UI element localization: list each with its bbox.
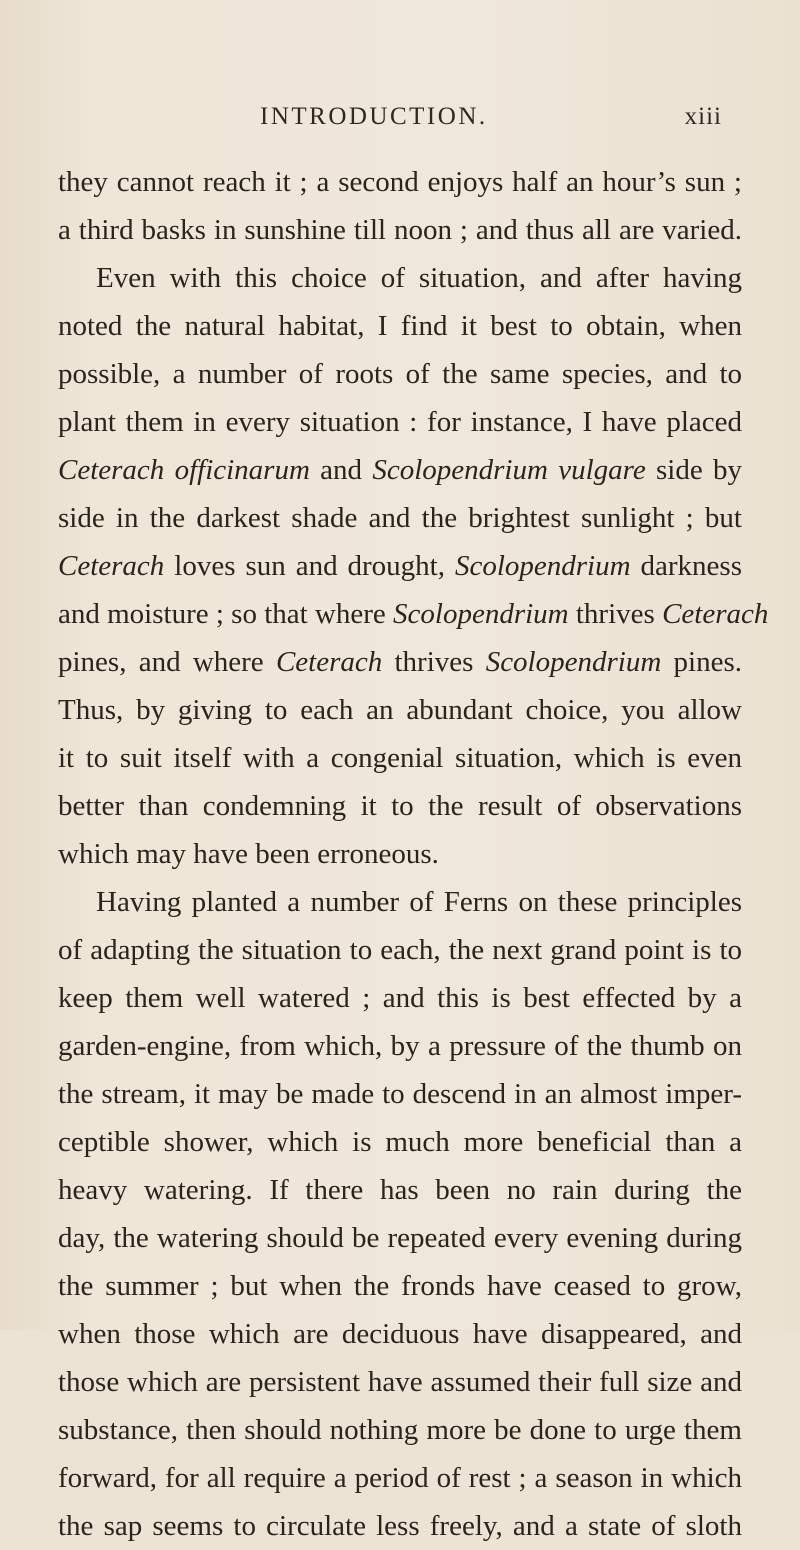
text-line: noted the natural habitat, I find it best to obtain, when (58, 310, 742, 342)
paragraph-start-line: Having planted a number of Ferns on these principles (96, 886, 742, 918)
species-name: Ceterach (58, 550, 165, 582)
text-line: those which are persistent have assumed their full size and (58, 1366, 742, 1398)
text-line: better than condemning it to the result of observations (58, 790, 742, 822)
text-line: substance, then should nothing more be done to urge them (58, 1414, 742, 1446)
text-line: possible, a number of roots of the same species, and to (58, 358, 742, 390)
text-line: side in the darkest shade and the brightest sunlight ; but (58, 502, 742, 534)
text-line: of adapting the situation to each, the next grand point is to (58, 934, 742, 966)
text-line (58, 542, 742, 590)
text-segment: pines, and where (58, 646, 276, 678)
species-name: Scolopendrium (485, 646, 662, 678)
species-name: Ceterach officinarum (58, 454, 310, 486)
species-name: Scolopendrium (393, 598, 569, 630)
text-segment: thrives (568, 598, 663, 630)
text-segment: side by (645, 454, 742, 486)
paragraph-start-line: Even with this choice of situation, and after having (96, 262, 742, 294)
text-line: forward, for all require a period of rest ; a season in which (58, 1462, 742, 1494)
running-head (0, 103, 800, 139)
text-line: heavy watering. If there has been no rain during the (58, 1174, 742, 1206)
text-line: day, the watering should be repeated every evening during (58, 1222, 742, 1254)
body-text (58, 158, 769, 1550)
species-name: Scolopendrium vulgare (372, 454, 646, 486)
text-segment: darkness (630, 550, 742, 582)
running-head-title: INTRODUCTION. (260, 103, 488, 130)
text-line (58, 590, 769, 638)
text-segment: pines. (661, 646, 742, 678)
text-line: the stream, it may be made to descend in an almost imper- (58, 1078, 742, 1110)
paragraph-end-line: which may have been erroneous. (58, 838, 439, 870)
text-line: the sap seems to circulate less freely, and a state of sloth (58, 1510, 742, 1542)
text-segment: and moisture ; so that where (58, 598, 394, 630)
text-line: it to suit itself with a congenial situation, which is even (58, 742, 742, 774)
text-line: they cannot reach it ; a second enjoys half an hour’s sun ; (58, 166, 742, 198)
text-line (58, 638, 742, 686)
species-name: Scolopendrium (454, 550, 631, 582)
text-line: when those which are deciduous have disappeared, and (58, 1318, 742, 1350)
text-segment: loves sun and drought, (164, 550, 455, 582)
text-line: ceptible shower, which is much more beneficial than a (58, 1126, 742, 1158)
text-line: the summer ; but when the fronds have ceased to grow, (58, 1270, 742, 1302)
text-line: Thus, by giving to each an abundant choice, you allow (58, 694, 742, 726)
text-line: keep them well watered ; and this is best effected by a (58, 982, 742, 1014)
text-segment: and (309, 454, 373, 486)
text-segment: thrives (382, 646, 486, 678)
text-line (58, 446, 742, 494)
text-line: garden-engine, from which, by a pressure of the thumb on (58, 1030, 742, 1062)
species-name: Ceterach (662, 598, 769, 630)
page-number: xiii (684, 103, 722, 130)
species-name: Ceterach (275, 646, 383, 678)
text-line: a third basks in sunshine till noon ; and thus all are varied. (58, 214, 742, 246)
text-line: plant them in every situation : for instance, I have placed (58, 406, 742, 438)
